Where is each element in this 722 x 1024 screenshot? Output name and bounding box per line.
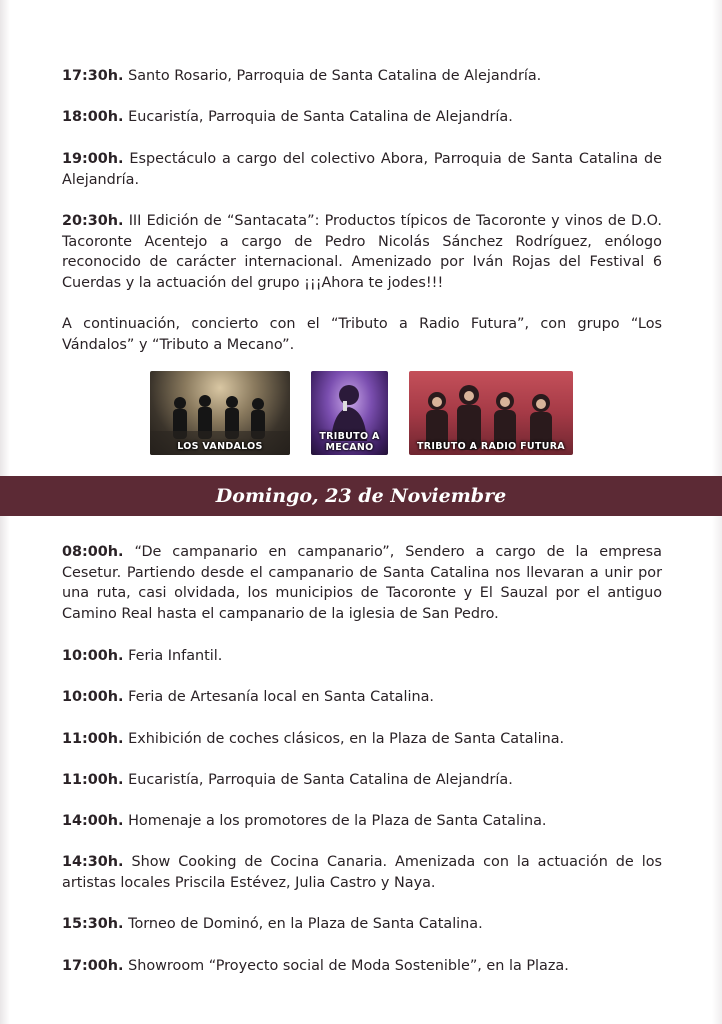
- program-entry: [62, 211, 662, 293]
- entry-time: 14:30h.: [62, 854, 124, 870]
- entry-time: 11:00h.: [62, 731, 124, 747]
- entry-time: 08:00h.: [62, 544, 124, 560]
- entry-text: Feria Infantil.: [123, 648, 223, 664]
- entry-text: Torneo de Dominó, en la Plaza de Santa Catalina.: [123, 916, 483, 932]
- program-entry: [62, 729, 662, 750]
- program-entry: [62, 770, 662, 791]
- photo-caption: [311, 431, 388, 453]
- entry-text: “De campanario en campanario”, Sendero a cargo de la empresa Cesetur. Partiendo desde el campanario de Santa Catalina nos llevaran a unir por una ruta, casi olvidada, los municipios de Tacoronte y El Sauzal por el antiguo Camino Real hasta el campanario de la iglesia de San Pedro.: [62, 544, 662, 622]
- entry-text: Feria de Artesanía local en Santa Catalina.: [123, 689, 435, 705]
- program-entry: [62, 149, 662, 190]
- entry-time: 10:00h.: [62, 648, 124, 664]
- program-entry: [62, 66, 662, 87]
- program-entry: [62, 542, 662, 624]
- program-entry: [62, 107, 662, 128]
- program-entry: [62, 852, 662, 893]
- entry-text: Exhibición de coches clásicos, en la Plaza de Santa Catalina.: [123, 731, 565, 747]
- entry-text: Showroom “Proyecto social de Moda Sostenible”, en la Plaza.: [123, 958, 569, 974]
- entry-time: 14:00h.: [62, 813, 124, 829]
- entry-time: 11:00h.: [62, 772, 124, 788]
- entry-text: Show Cooking de Cocina Canaria. Amenizada con la actuación de los artistas locales Priscila Estévez, Julia Castro y Naya.: [62, 854, 662, 891]
- entry-time: 17:30h.: [62, 68, 124, 84]
- entry-text: Homenaje a los promotores de la Plaza de Santa Catalina.: [123, 813, 547, 829]
- entry-time: 19:00h.: [62, 151, 124, 167]
- radio-futura-tribute-photo: [409, 371, 573, 455]
- entry-time: 18:00h.: [62, 109, 124, 125]
- day-title: Domingo, 23 de Noviembre: [215, 485, 507, 507]
- band-photos: [0, 371, 722, 457]
- photo-caption: TRIBUTO A RADIO FUTURA: [417, 441, 565, 452]
- entry-time: 20:30h.: [62, 213, 124, 229]
- entry-text: Eucaristía, Parroquia de Santa Catalina de Alejandría.: [123, 109, 513, 125]
- mecano-tribute-photo: [311, 371, 388, 455]
- program-entry: [62, 687, 662, 708]
- los-vandalos-photo: [150, 371, 290, 455]
- photo-caption: LOS VANDALOS: [177, 441, 263, 452]
- entry-time: 17:00h.: [62, 958, 124, 974]
- program-entry: [62, 646, 662, 667]
- program-entry: [62, 956, 662, 977]
- entry-text: Eucaristía, Parroquia de Santa Catalina de Alejandría.: [123, 772, 513, 788]
- photo-caption-line: MECANO: [325, 442, 374, 453]
- photo-caption-line: TRIBUTO A: [319, 431, 380, 442]
- entry-time: 10:00h.: [62, 689, 124, 705]
- program-entry: [62, 811, 662, 832]
- program-entry: [62, 914, 662, 935]
- entry-text: III Edición de “Santacata”: Productos típicos de Tacoronte y vinos de D.O. Tacoronte Acentejo a cargo de Pedro Nicolás Sánchez Rodríguez, enólogo reconocido de carácter internacional. Amenizado por Iván Rojas del Festival 6 Cuerdas y la actuación del grupo ¡¡¡Ahora te jodes!!!: [62, 213, 662, 291]
- day-header-band: [0, 476, 722, 516]
- entry-text: Santo Rosario, Parroquia de Santa Catalina de Alejandría.: [123, 68, 542, 84]
- entry-text: Espectáculo a cargo del colectivo Abora, Parroquia de Santa Catalina de Alejandría.: [62, 151, 662, 188]
- entry-time: 15:30h.: [62, 916, 124, 932]
- continuation-text: A continuación, concierto con el “Tributo a Radio Futura”, con grupo “Los Vándalos” y “Tributo a Mecano”.: [62, 316, 662, 353]
